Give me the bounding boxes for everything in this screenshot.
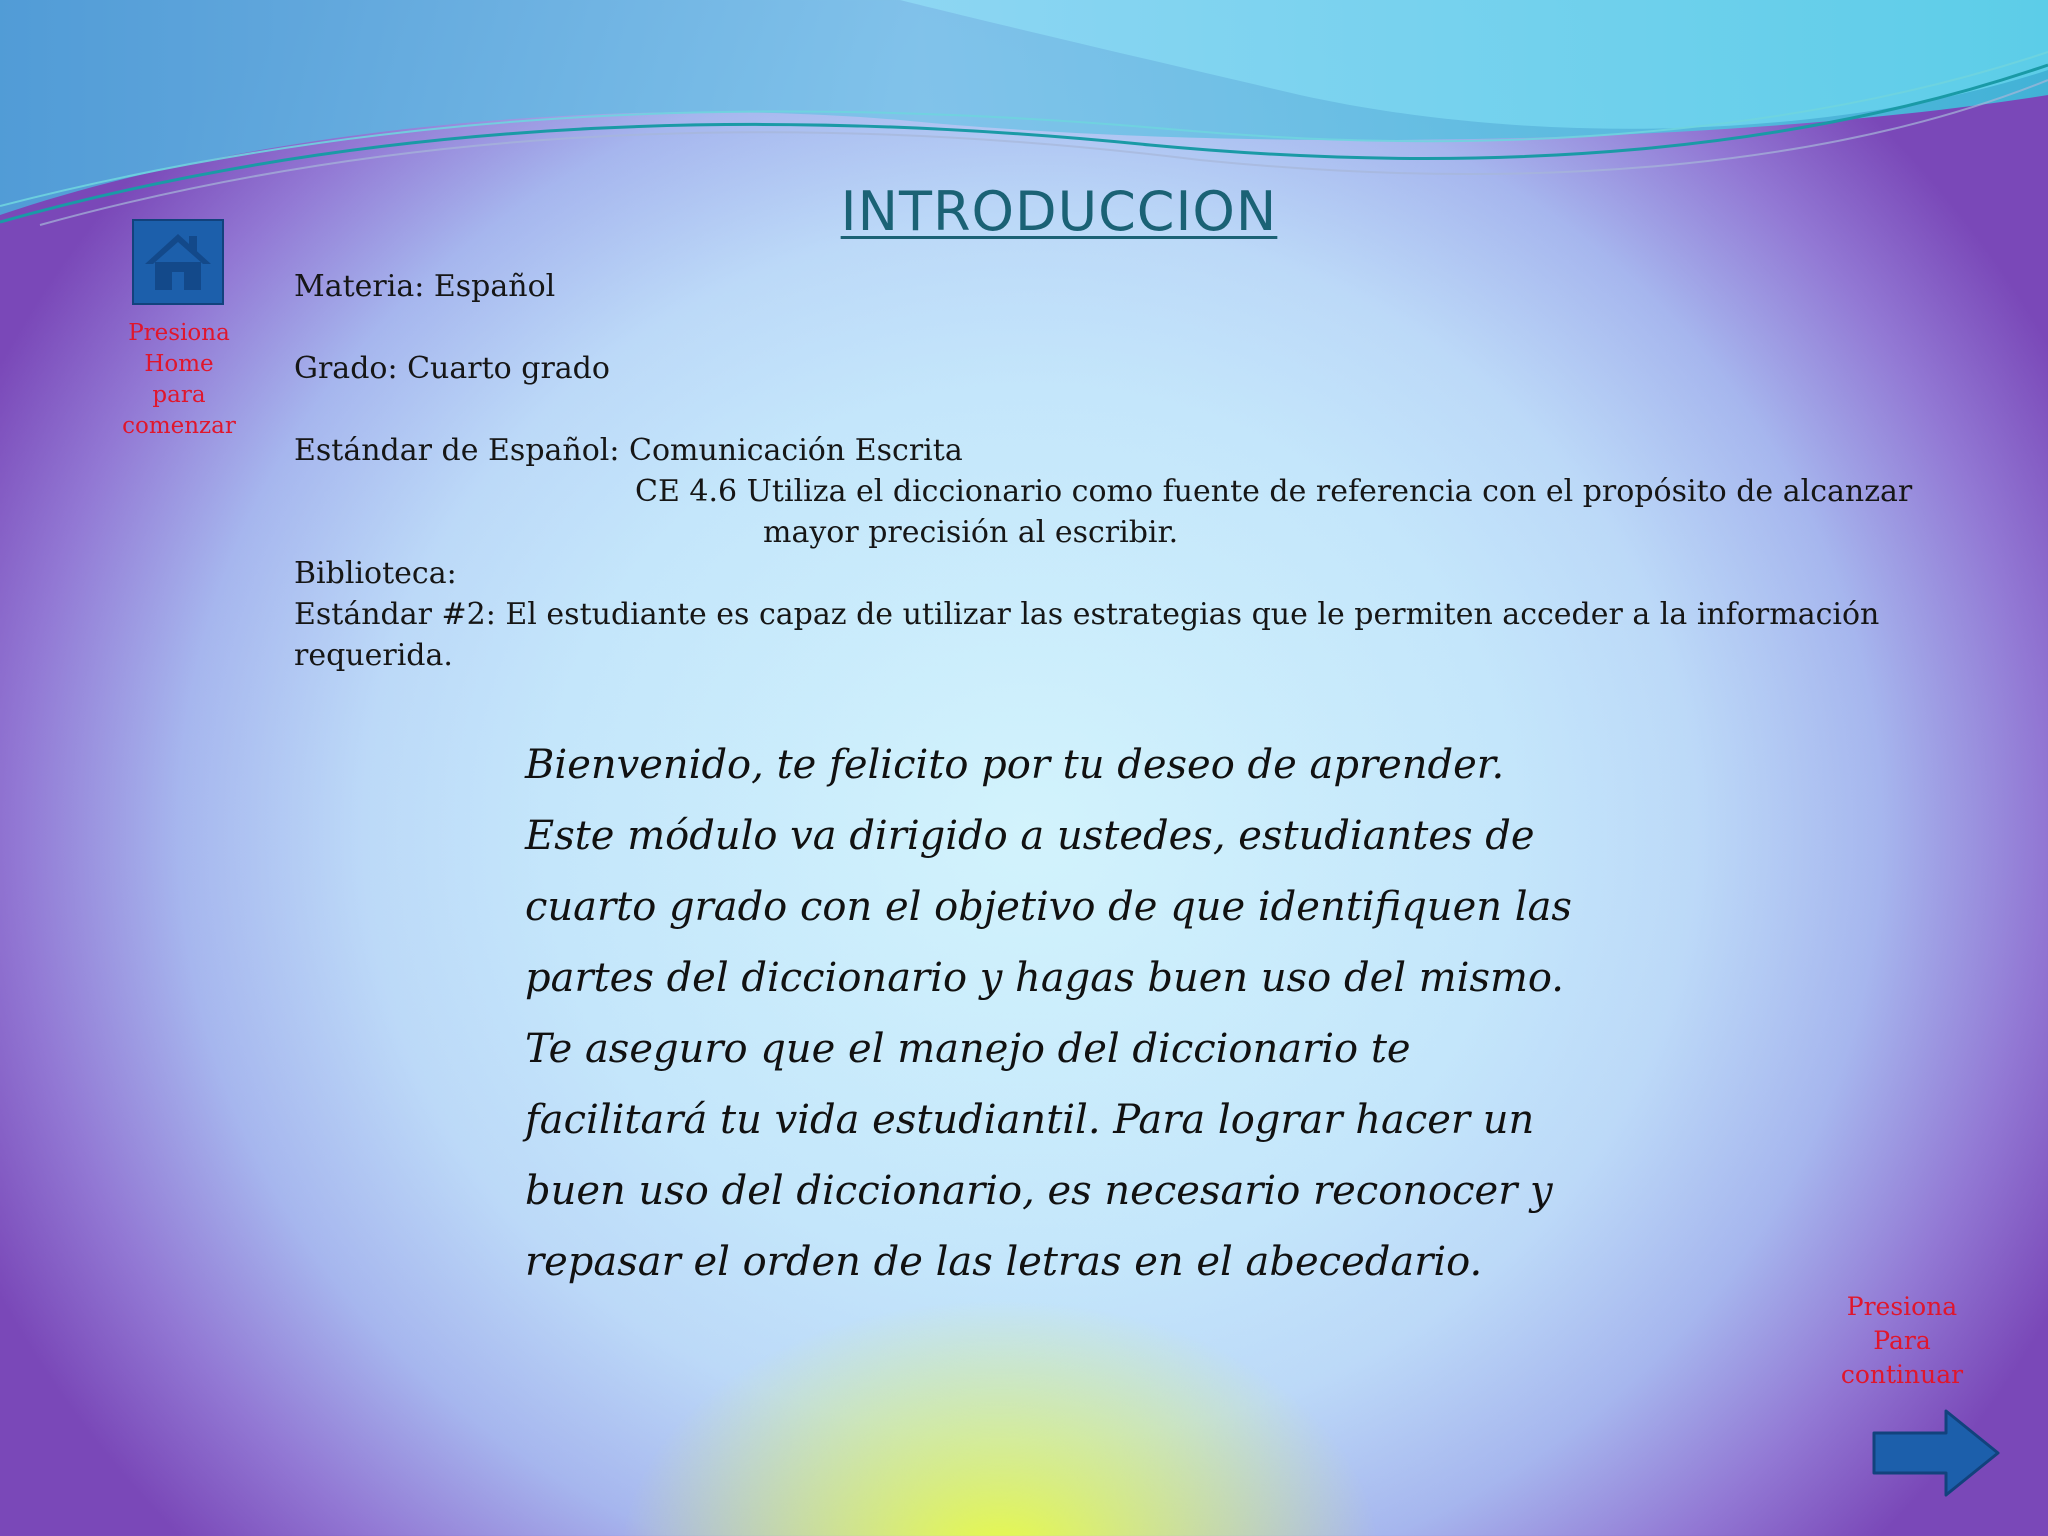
welcome-line: cuarto grado con el objetivo de que identifiquen las (525, 884, 1572, 930)
home-label-line: Presiona (128, 320, 230, 346)
welcome-message (525, 730, 1585, 1298)
subject-line: Materia: Español (294, 269, 556, 304)
home-label-line: comenzar (122, 413, 236, 439)
home-instruction-label (104, 318, 254, 442)
library-heading: Biblioteca: (294, 556, 457, 591)
library-standard-line: Estándar #2: El estudiante es capaz de utilizar las estrategias que le permiten acceder a la información (294, 597, 1880, 632)
ce-standard-line-cont: mayor precisión al escribir. (763, 515, 1179, 550)
welcome-line: repasar el orden de las letras en el abecedario. (525, 1239, 1483, 1285)
welcome-line: buen uso del diccionario, es necesario reconocer y (525, 1168, 1553, 1214)
home-label-line: para (152, 382, 206, 408)
welcome-line: Te aseguro que el manejo del diccionario te (525, 1026, 1411, 1072)
next-label-line: continuar (1840, 1360, 1964, 1389)
welcome-line: facilitará tu vida estudiantil. Para lograr hacer un (525, 1097, 1535, 1143)
page-title: INTRODUCCION (840, 180, 1278, 243)
next-instruction-label (1822, 1290, 1982, 1392)
library-standard-line-cont: requerida. (294, 638, 453, 673)
home-icon (143, 230, 213, 294)
spanish-standard-line: Estándar de Español: Comunicación Escrita (294, 433, 963, 468)
welcome-line: partes del diccionario y hagas buen uso del mismo. (525, 955, 1565, 1001)
next-button[interactable] (1872, 1408, 2002, 1498)
arrow-right-icon (1874, 1411, 1998, 1495)
welcome-line: Este módulo va dirigido a ustedes, estudiantes de (525, 813, 1535, 859)
welcome-line: Bienvenido, te felicito por tu deseo de aprender. (525, 742, 1505, 788)
home-button[interactable] (132, 219, 224, 305)
next-label-line: Presiona (1846, 1292, 1958, 1321)
home-label-line: Home (144, 351, 214, 377)
next-label-line: Para (1873, 1326, 1931, 1355)
ce-standard-line: CE 4.6 Utiliza el diccionario como fuente de referencia con el propósito de alcanzar (635, 474, 1913, 509)
grade-line: Grado: Cuarto grado (294, 351, 610, 386)
